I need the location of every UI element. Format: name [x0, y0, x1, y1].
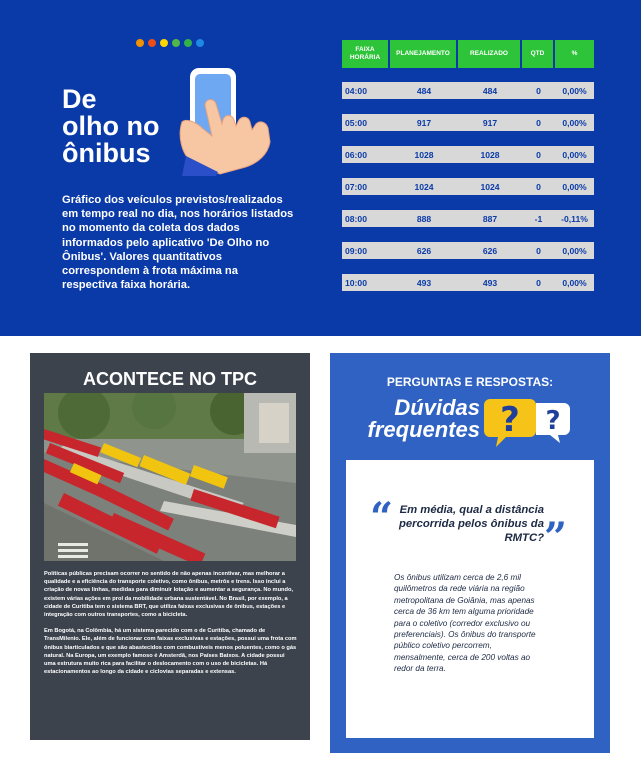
faq-question: Em média, qual a distância percorrida pelos ônibus da RMTC?	[398, 504, 544, 544]
color-dot	[160, 39, 168, 47]
table-cell: 0	[536, 85, 541, 96]
faq-title-line-1: Dúvidas	[394, 395, 480, 420]
th-faixa: FAIXA HORÁRIA	[342, 40, 388, 68]
table-cell: 626	[416, 245, 432, 256]
table-cell: 0,00%	[562, 117, 587, 128]
table-cell: 1028	[414, 149, 434, 160]
table-cell: 1028	[480, 149, 500, 160]
faq-answer: Os ônibus utilizam cerca de 2,6 mil quilômetros da rede viária na região metropolitana de Goiânia, mas apenas cerca de 36 km tem alguma prioridade para o coletivo (corredor exclusivo ou preferenciais). Os ônibus do transporte público coletivo percorrem, mensalmente, cerca de 200 voltas ao redor da terra.	[394, 573, 536, 674]
table-cell: 917	[482, 117, 498, 128]
table-cell: 493	[416, 277, 432, 288]
table-cell: 0,00%	[562, 149, 587, 160]
th-planejamento: PLANEJAMENTO	[390, 40, 456, 68]
table-cell: 04:00	[345, 85, 367, 96]
faq-title	[356, 397, 480, 441]
table-cell: 0	[536, 149, 541, 160]
faq-card	[346, 460, 594, 738]
table-cell: 0,00%	[562, 245, 587, 256]
tpc-panel	[30, 353, 310, 740]
table-cell: 484	[416, 85, 432, 96]
hero-title-line-1: De	[62, 84, 97, 114]
tpc-title: ACONTECE NO TPC	[82, 369, 257, 389]
top-band	[0, 0, 641, 336]
table-row	[342, 210, 594, 227]
table-row	[342, 82, 594, 99]
table-cell: 887	[482, 213, 498, 224]
table-header	[342, 40, 594, 68]
table-cell: 08:00	[345, 213, 367, 224]
hand-phone-icon	[172, 64, 280, 176]
table-cell: -0,11%	[561, 213, 588, 224]
color-dots	[136, 39, 204, 47]
table-row	[342, 274, 594, 291]
question-bubble-icon	[484, 393, 570, 449]
color-dot	[196, 39, 204, 47]
table-row	[342, 114, 594, 131]
table-cell: 0,00%	[562, 277, 587, 288]
color-dot	[136, 39, 144, 47]
svg-text:?: ?	[500, 400, 520, 440]
table-cell: 1024	[414, 181, 434, 192]
tpc-paragraph-1: Políticas públicas precisam ocorrer no sentido de não apenas incentivar, mas melhorar a qualidade e a eficiência do transporte coletivo, como ônibus, metrôs e trens. Isso inclui a criação de novas linhas, medidas para diminuir lotação e aumentar a segurança. No mundo, existem várias ações em prol da mobilidade urbana sustentável. No Brasil, por exemplo, a cidade de Curitiba tem o sistema BRT, que utiliza faixas exclusivas de ônibus, estações e integração com outros transportes, como a bicicleta.	[44, 571, 294, 619]
hero-description: Gráfico dos veículos previstos/realizados em tempo real no dia, nos horários listados no momento da coleta dos dados informados pelo aplicativo 'De Olho no Ônibus'. Valores quantitativos correspondem à frota máxima na respectiva faixa horária.	[62, 194, 294, 292]
table-cell: 0	[536, 117, 541, 128]
th-qtd: QTD	[522, 40, 553, 68]
th-realizado: REALIZADO	[458, 40, 520, 68]
table-row	[342, 242, 594, 259]
table-row	[342, 146, 594, 163]
hero-title-line-3: ônibus	[62, 138, 151, 168]
color-dot	[148, 39, 156, 47]
table-cell: 493	[482, 277, 498, 288]
table-row	[342, 178, 594, 195]
table-cell: 888	[416, 213, 432, 224]
color-dot	[172, 39, 180, 47]
table-cell: 0	[536, 245, 541, 256]
table-cell: 07:00	[345, 181, 367, 192]
table-cell: 05:00	[345, 117, 367, 128]
fleet-table	[342, 40, 594, 288]
table-cell: -1	[534, 213, 543, 224]
table-cell: 10:00	[345, 277, 367, 288]
faq-supertitle: PERGUNTAS E RESPOSTAS:	[386, 375, 554, 389]
table-cell: 917	[416, 117, 432, 128]
svg-text:?: ?	[545, 406, 561, 436]
bus-corridor-photo	[44, 393, 296, 561]
table-cell: 06:00	[345, 149, 367, 160]
quote-close-icon: ”	[544, 514, 568, 561]
table-cell: 0,00%	[562, 181, 587, 192]
color-dot	[184, 39, 192, 47]
tpc-paragraph-2: Em Bogotá, na Colômbia, há um sistema parecido com o de Curitiba, chamado de TransMilenio. Ele, além de funcionar com faixas exclusivas e estações, possui uma frota com ônibus biarticulados e que são abastecidos com combustíveis menos poluentes, como o gás natural. Na Europa, um exemplo famoso é Amsterdã, nos Países Baixos. A cidade possui uma estrutura muito rica para facilitar o deslocamento com o uso de bicicletas. Há estacionamentos ao longo da cidade e ciclovias separadas e extensas.	[44, 628, 297, 676]
table-cell: 0	[536, 181, 541, 192]
faq-panel	[330, 353, 610, 753]
th-percent: %	[555, 40, 594, 68]
faq-title-line-2: frequentes	[367, 417, 480, 442]
table-cell: 09:00	[345, 245, 367, 256]
table-cell: 0,00%	[562, 85, 587, 96]
table-cell: 626	[482, 245, 498, 256]
quote-open-icon: “	[370, 494, 394, 541]
tpc-text	[44, 570, 297, 684]
table-cell: 0	[536, 277, 541, 288]
hero-title-line-2: olho no	[62, 111, 160, 141]
table-cell: 484	[482, 85, 498, 96]
table-cell: 1024	[480, 181, 500, 192]
